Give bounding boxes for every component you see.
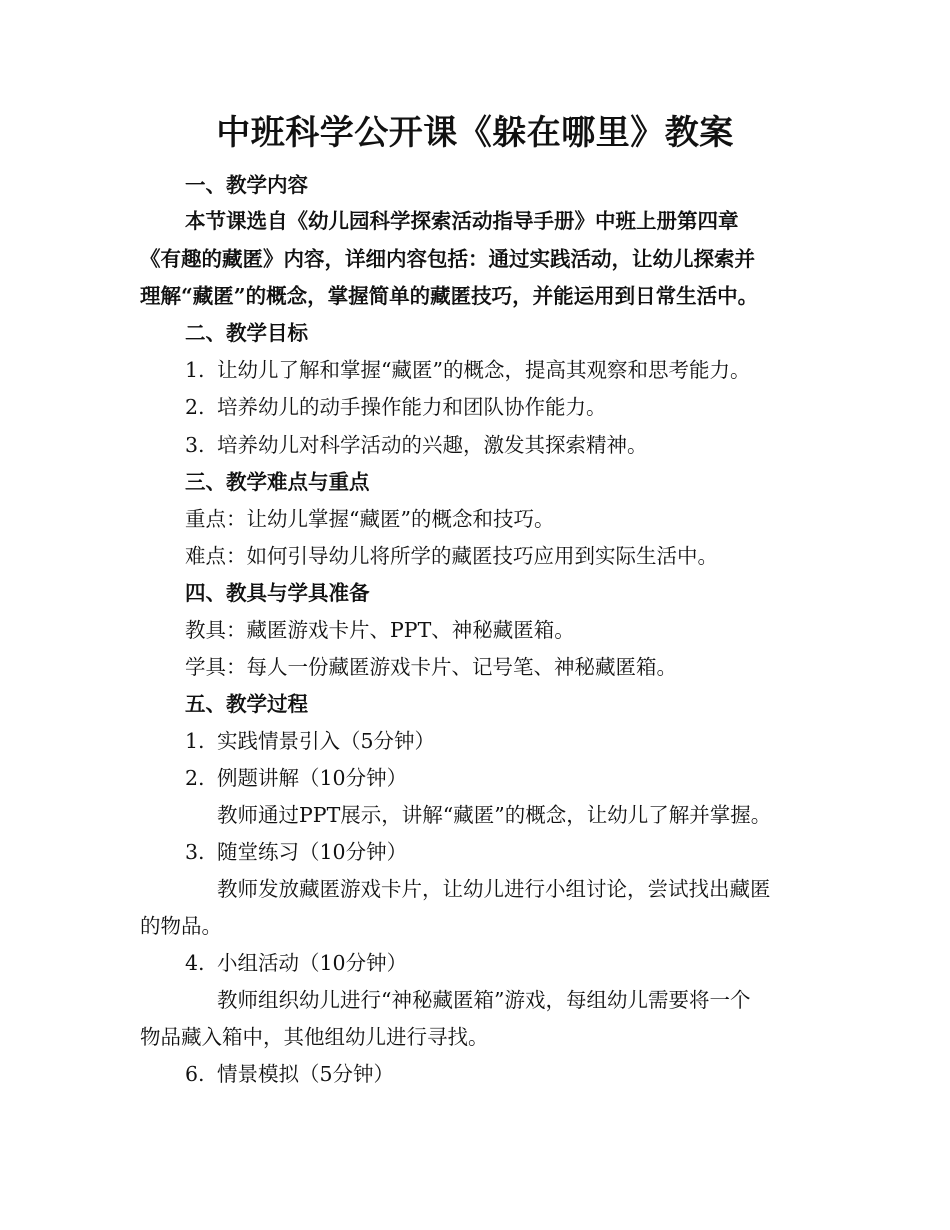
student-materials-text: 学具：每人一份藏匿游戏卡片、记号笔、神秘藏匿箱。 [185, 655, 677, 679]
section-heading-goals: 二、教学目标 [185, 321, 308, 345]
process-step [185, 763, 407, 793]
step-detail-continuation: 的物品。 [140, 914, 222, 938]
step-number: 6. [185, 1062, 205, 1086]
section-heading-key-points: 三、教学难点与重点 [185, 470, 370, 494]
process-step [185, 948, 407, 978]
goal-number: 1. [185, 358, 205, 382]
step-text: 情景模拟（5分钟） [217, 1062, 395, 1086]
difficulty-text: 难点：如何引导幼儿将所学的藏匿技巧应用到实际生活中。 [185, 544, 718, 568]
teacher-materials-text: 教具：藏匿游戏卡片、PPT、神秘藏匿箱。 [185, 618, 575, 642]
step-detail: 教师组织幼儿进行“神秘藏匿箱”游戏，每组幼儿需要将一个 [217, 988, 751, 1012]
step-text: 例题讲解（10分钟） [217, 766, 408, 790]
section-heading-materials: 四、教具与学具准备 [185, 581, 370, 605]
goal-number: 2. [185, 395, 205, 419]
step-number: 4. [185, 951, 205, 975]
step-number: 1. [185, 729, 205, 753]
section-heading-content: 一、教学内容 [185, 173, 308, 197]
process-step [185, 726, 435, 756]
process-step [185, 837, 407, 867]
step-text: 实践情景引入（5分钟） [217, 729, 436, 753]
page-title: 中班科学公开课《躲在哪里》教案 [216, 113, 734, 153]
goal-text: 培养幼儿的动手操作能力和团队协作能力。 [217, 395, 607, 419]
goal-item [185, 355, 750, 385]
step-text: 小组活动（10分钟） [217, 951, 408, 975]
content-paragraph-line-1: 本节课选自《幼儿园科学探索活动指导手册》中班上册第四章 [185, 209, 739, 233]
goal-item [185, 430, 648, 460]
step-number: 2. [185, 766, 205, 790]
step-number: 3. [185, 840, 205, 864]
goal-text: 让幼儿了解和掌握“藏匿”的概念，提高其观察和思考能力。 [217, 358, 751, 382]
content-paragraph-line-3: 理解“藏匿”的概念，掌握简单的藏匿技巧，并能运用到日常生活中。 [140, 284, 759, 308]
step-detail: 教师发放藏匿游戏卡片，让幼儿进行小组讨论，尝试找出藏匿 [217, 877, 771, 901]
step-detail-continuation: 物品藏入箱中，其他组幼儿进行寻找。 [140, 1025, 489, 1049]
process-step [185, 1059, 394, 1089]
goal-item [185, 392, 607, 422]
content-paragraph-line-2: 《有趣的藏匿》内容，详细内容包括：通过实践活动，让幼儿探索并 [140, 247, 755, 271]
focus-text: 重点：让幼儿掌握“藏匿”的概念和技巧。 [185, 507, 555, 531]
step-detail: 教师通过PPT展示，讲解“藏匿”的概念，让幼儿了解并掌握。 [217, 803, 772, 827]
step-text: 随堂练习（10分钟） [217, 840, 408, 864]
goal-number: 3. [185, 433, 205, 457]
goal-text: 培养幼儿对科学活动的兴趣，激发其探索精神。 [217, 433, 648, 457]
section-heading-process: 五、教学过程 [185, 692, 308, 716]
